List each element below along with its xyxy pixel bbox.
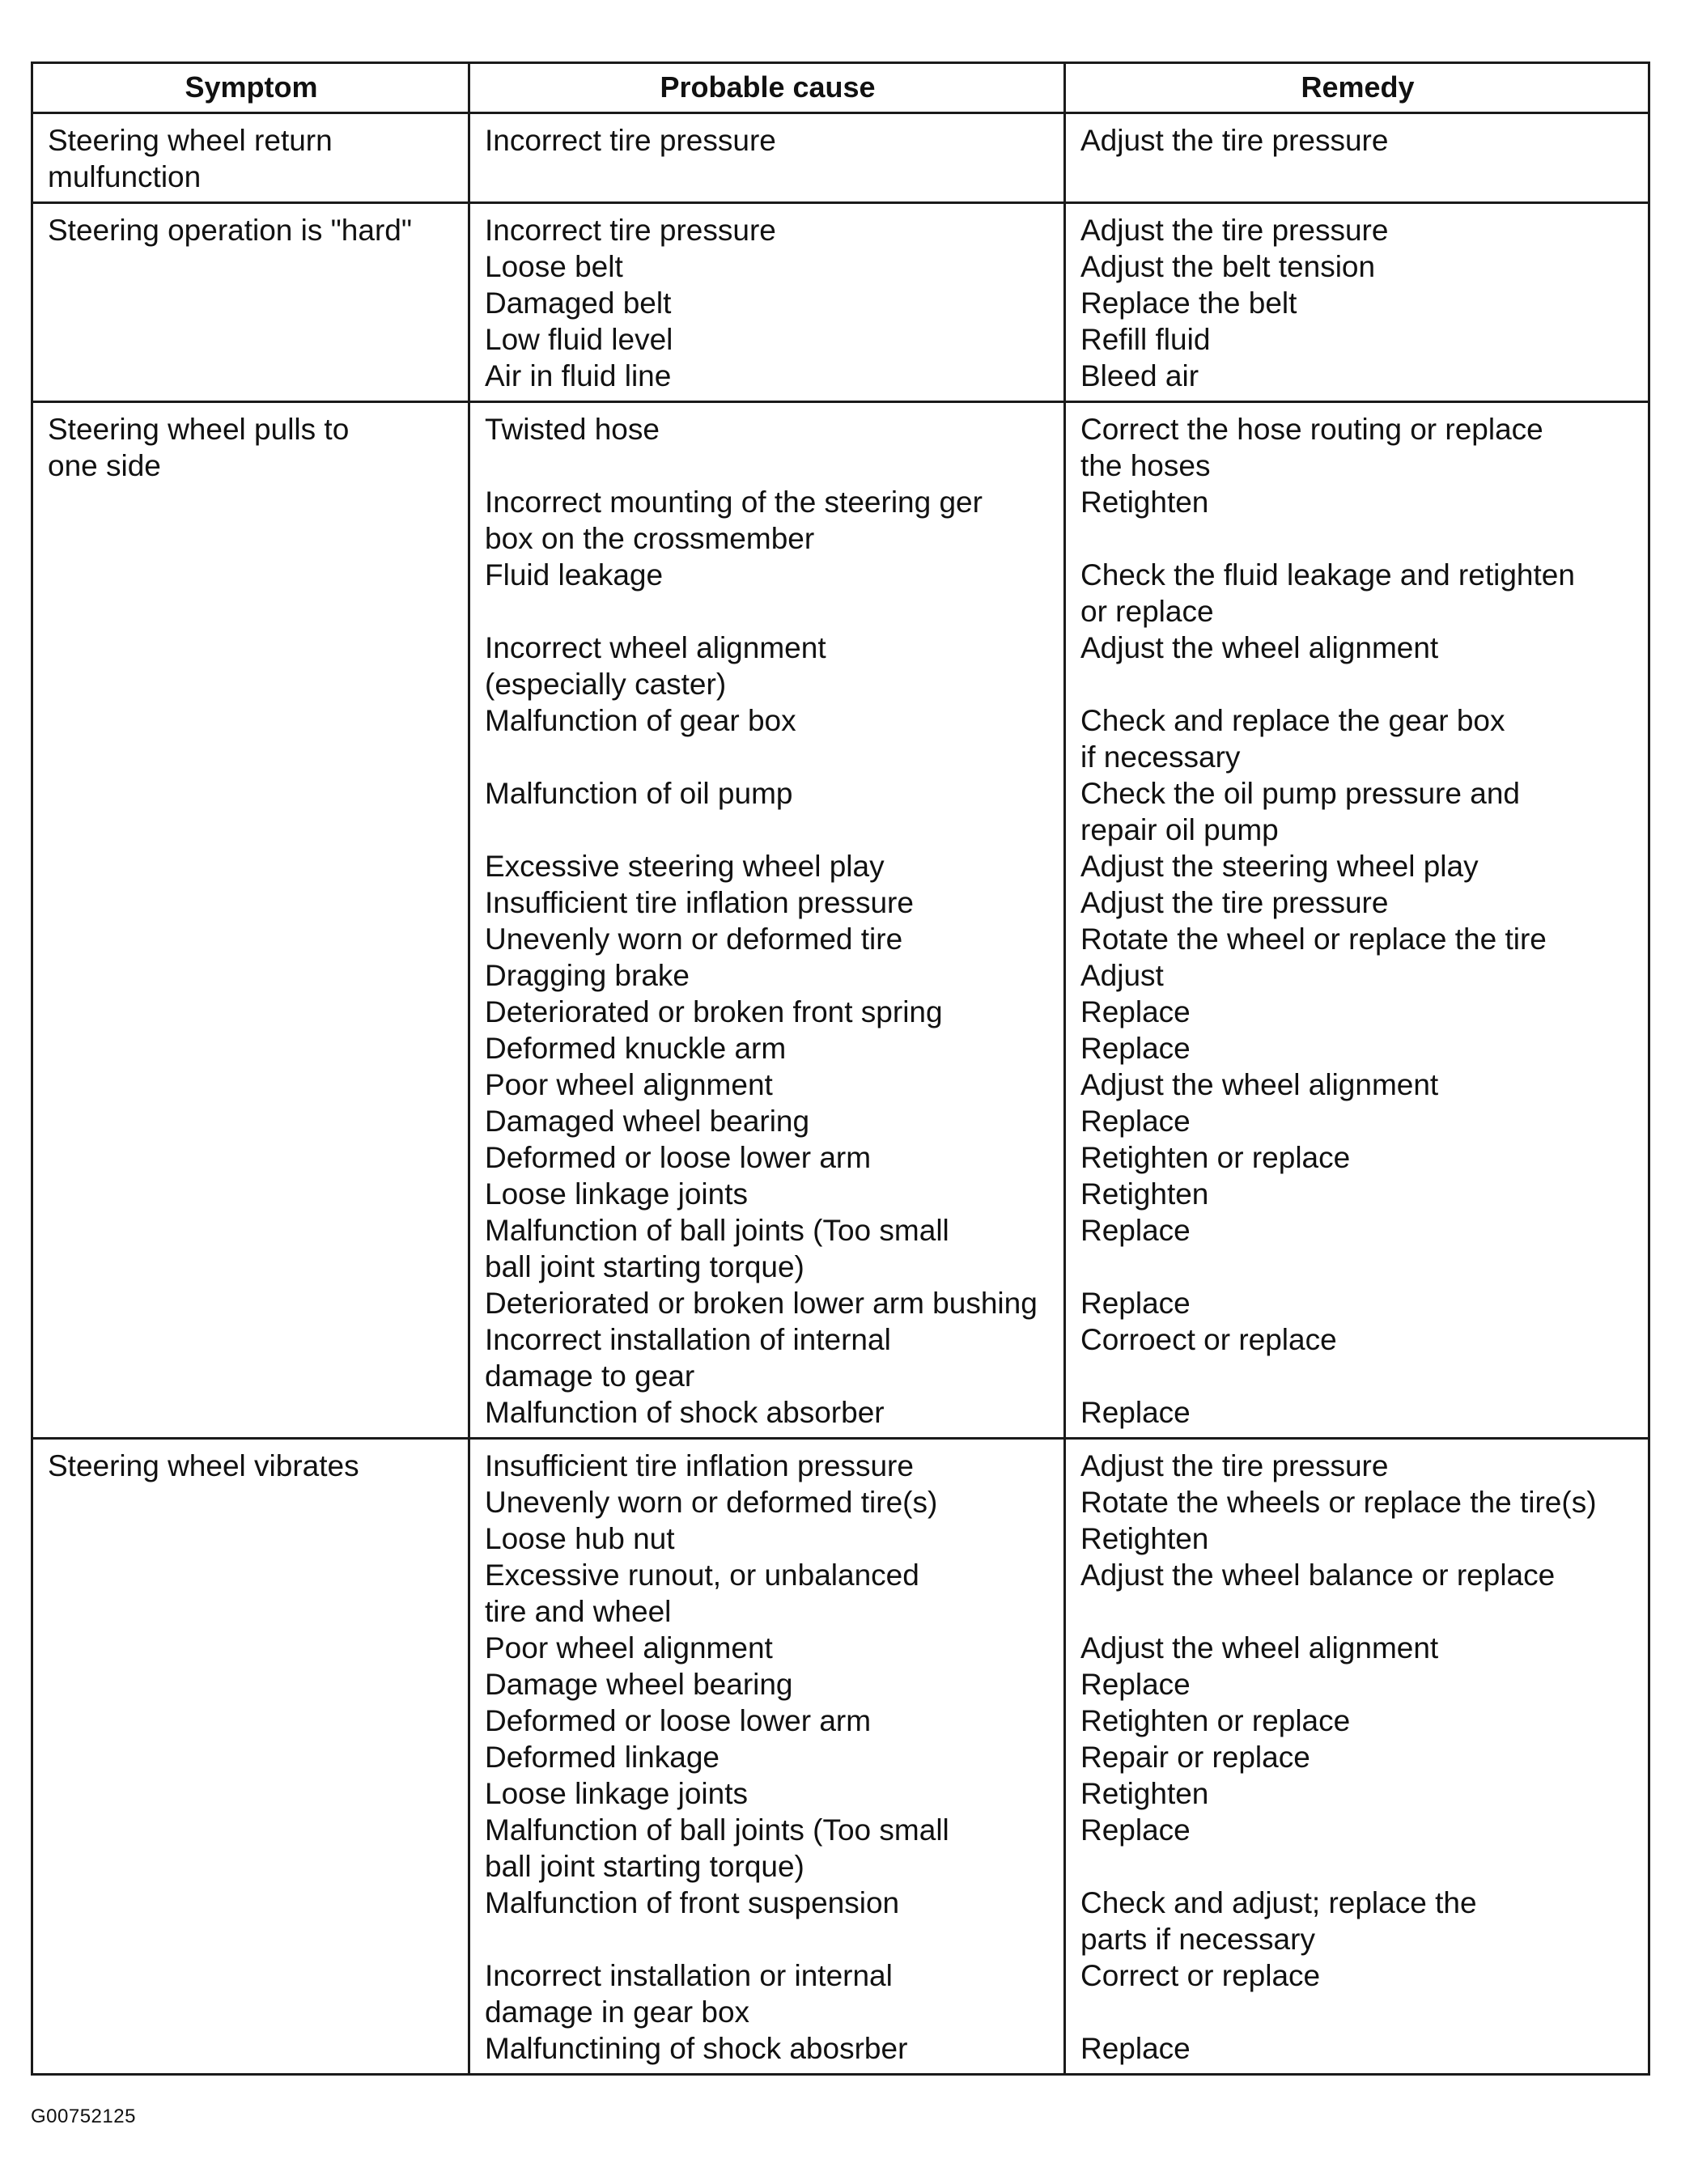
remedy-line: Adjust the wheel alignment — [1080, 631, 1439, 664]
probable-cause-line: Malfunction of ball joints (Too small — [485, 1813, 949, 1847]
remedy-line — [1080, 1848, 1635, 1885]
probable-cause-line: Poor wheel alignment — [485, 1631, 773, 1665]
remedy-line: Replace — [1080, 2032, 1191, 2065]
probable-cause-line: Deformed or loose lower arm — [485, 1704, 872, 1737]
header-probable-cause: Probable cause — [470, 64, 1066, 112]
probable-cause-cell — [470, 403, 1066, 1437]
remedy-line: Replace — [1080, 995, 1191, 1028]
table-row — [33, 204, 1648, 403]
remedy-line: Check and replace the gear box — [1080, 704, 1505, 737]
remedy-line: Replace the belt — [1080, 286, 1297, 320]
remedy-line: Replace — [1080, 1813, 1191, 1847]
probable-cause-line — [485, 1921, 1051, 1957]
probable-cause-line: (especially caster) — [485, 668, 727, 701]
probable-cause-cell — [470, 114, 1066, 201]
probable-cause-line: Excessive runout, or unbalanced — [485, 1558, 919, 1592]
symptom-cell — [33, 403, 470, 1437]
probable-cause-line: Malfunction of shock absorber — [485, 1396, 885, 1429]
remedy-line: Bleed air — [1080, 359, 1199, 392]
probable-cause-line: box on the crossmember — [485, 522, 815, 555]
remedy-line: Adjust the wheel alignment — [1080, 1631, 1439, 1665]
probable-cause-line: tire and wheel — [485, 1595, 672, 1628]
remedy-line: Retighten or replace — [1080, 1141, 1351, 1174]
probable-cause-line: Malfunction of ball joints (Too small — [485, 1214, 949, 1247]
probable-cause-line: Dragging brake — [485, 959, 690, 992]
symptom-line: Steering wheel return — [48, 124, 333, 157]
remedy-line: parts if necessary — [1080, 1923, 1315, 1956]
remedy-line: Adjust the steering wheel play — [1080, 850, 1479, 883]
remedy-line: Check the oil pump pressure and — [1080, 777, 1520, 810]
probable-cause-line: Air in fluid line — [485, 359, 672, 392]
probable-cause-line: Malfunction of front suspension — [485, 1886, 900, 1919]
probable-cause-line: Malfunction of oil pump — [485, 777, 793, 810]
probable-cause-line: Malfunctining of shock abosrber — [485, 2032, 908, 2065]
symptom-line: Steering operation is "hard" — [48, 214, 412, 247]
remedy-line — [1080, 1358, 1635, 1394]
remedy-line: Retighten — [1080, 1777, 1209, 1810]
probable-cause-line: Twisted hose — [485, 413, 660, 446]
probable-cause-line — [485, 812, 1051, 848]
probable-cause-line: Deteriorated or broken front spring — [485, 995, 943, 1028]
probable-cause-line: Damaged wheel bearing — [485, 1105, 810, 1138]
remedy-line: Adjust the tire pressure — [1080, 214, 1389, 247]
remedy-line: Refill fluid — [1080, 323, 1211, 356]
probable-cause-line: Deformed or loose lower arm — [485, 1141, 872, 1174]
remedy-line: Rotate the wheels or replace the tire(s) — [1080, 1486, 1597, 1519]
remedy-cell — [1066, 403, 1648, 1437]
symptom-line: one side — [48, 449, 161, 482]
probable-cause-line: Damage wheel bearing — [485, 1668, 793, 1701]
remedy-line: Retighten — [1080, 1177, 1209, 1211]
probable-cause-line — [485, 593, 1051, 630]
probable-cause-line: Unevenly worn or deformed tire(s) — [485, 1486, 938, 1519]
probable-cause-line: Deformed knuckle arm — [485, 1032, 787, 1065]
probable-cause-line: Fluid leakage — [485, 558, 664, 592]
remedy-line: Adjust the wheel balance or replace — [1080, 1558, 1556, 1592]
probable-cause-line: damage to gear — [485, 1359, 695, 1393]
remedy-line — [1080, 1593, 1635, 1630]
probable-cause-line: Insufficient tire inflation pressure — [485, 1449, 914, 1482]
probable-cause-line: Incorrect tire pressure — [485, 214, 776, 247]
probable-cause-line: Incorrect mounting of the steering ger — [485, 486, 983, 519]
probable-cause-line: Poor wheel alignment — [485, 1068, 773, 1101]
probable-cause-line: Loose linkage joints — [485, 1777, 748, 1810]
remedy-line — [1080, 666, 1635, 702]
remedy-line: Retighten — [1080, 1522, 1209, 1555]
remedy-cell — [1066, 1440, 1648, 2073]
table-body — [33, 114, 1648, 2073]
probable-cause-line: ball joint starting torque) — [485, 1850, 804, 1883]
table-row — [33, 1440, 1648, 2073]
remedy-line: Adjust the belt tension — [1080, 250, 1376, 283]
probable-cause-cell — [470, 204, 1066, 401]
remedy-line: Correct the hose routing or replace — [1080, 413, 1543, 446]
remedy-line: Adjust the tire pressure — [1080, 886, 1389, 919]
remedy-cell — [1066, 114, 1648, 201]
remedy-line: Retighten — [1080, 486, 1209, 519]
remedy-line — [1080, 520, 1635, 557]
table-header — [33, 64, 1648, 114]
remedy-line: Rotate the wheel or replace the tire — [1080, 922, 1547, 956]
probable-cause-cell — [470, 1440, 1066, 2073]
probable-cause-line: Incorrect installation of internal — [485, 1323, 891, 1356]
remedy-line: Retighten or replace — [1080, 1704, 1351, 1737]
symptom-line: Steering wheel pulls to — [48, 413, 350, 446]
probable-cause-line — [485, 447, 1051, 484]
probable-cause-line: Unevenly worn or deformed tire — [485, 922, 903, 956]
header-symptom: Symptom — [33, 64, 470, 112]
remedy-line: Check the fluid leakage and retighten — [1080, 558, 1575, 592]
remedy-line — [1080, 1994, 1635, 2030]
remedy-line: Replace — [1080, 1032, 1191, 1065]
remedy-line: Corroect or replace — [1080, 1323, 1337, 1356]
symptom-line: Steering wheel vibrates — [48, 1449, 359, 1482]
remedy-line: Adjust the wheel alignment — [1080, 1068, 1439, 1101]
probable-cause-line: Low fluid level — [485, 323, 673, 356]
remedy-line: if necessary — [1080, 740, 1241, 774]
figure-code: G00752125 — [31, 2106, 136, 2127]
remedy-line: Replace — [1080, 1668, 1191, 1701]
remedy-line: Replace — [1080, 1105, 1191, 1138]
table-row — [33, 114, 1648, 204]
remedy-line: or replace — [1080, 595, 1214, 628]
remedy-line: Replace — [1080, 1287, 1191, 1320]
probable-cause-line: Insufficient tire inflation pressure — [485, 886, 914, 919]
probable-cause-line: Deteriorated or broken lower arm bushing — [485, 1287, 1038, 1320]
remedy-line: Correct or replace — [1080, 1959, 1321, 1992]
symptom-cell — [33, 204, 470, 401]
probable-cause-line: Loose belt — [485, 250, 623, 283]
probable-cause-line: ball joint starting torque) — [485, 1250, 804, 1283]
remedy-line: Replace — [1080, 1396, 1191, 1429]
probable-cause-line: Excessive steering wheel play — [485, 850, 885, 883]
probable-cause-line: Loose hub nut — [485, 1522, 675, 1555]
remedy-line: Adjust the tire pressure — [1080, 1449, 1389, 1482]
table-row — [33, 403, 1648, 1440]
probable-cause-line: Loose linkage joints — [485, 1177, 748, 1211]
probable-cause-line: Deformed linkage — [485, 1741, 720, 1774]
probable-cause-line: damage in gear box — [485, 1995, 750, 2029]
probable-cause-line: Damaged belt — [485, 286, 672, 320]
symptom-cell — [33, 1440, 470, 2073]
remedy-line: Adjust the tire pressure — [1080, 124, 1389, 157]
probable-cause-line: Incorrect tire pressure — [485, 124, 776, 157]
remedy-line: Check and adjust; replace the — [1080, 1886, 1477, 1919]
troubleshooting-table — [31, 61, 1650, 2076]
probable-cause-line: Incorrect installation or internal — [485, 1959, 893, 1992]
probable-cause-line — [485, 739, 1051, 775]
remedy-line: Repair or replace — [1080, 1741, 1310, 1774]
symptom-line: mulfunction — [48, 160, 202, 193]
symptom-cell — [33, 114, 470, 201]
probable-cause-line: Malfunction of gear box — [485, 704, 796, 737]
header-remedy: Remedy — [1301, 70, 1415, 104]
remedy-line: Adjust — [1080, 959, 1164, 992]
remedy-line — [1080, 1249, 1635, 1285]
remedy-cell — [1066, 204, 1648, 401]
remedy-line: Replace — [1080, 1214, 1191, 1247]
probable-cause-line: Incorrect wheel alignment — [485, 631, 826, 664]
remedy-line: the hoses — [1080, 449, 1211, 482]
remedy-line: repair oil pump — [1080, 813, 1279, 846]
